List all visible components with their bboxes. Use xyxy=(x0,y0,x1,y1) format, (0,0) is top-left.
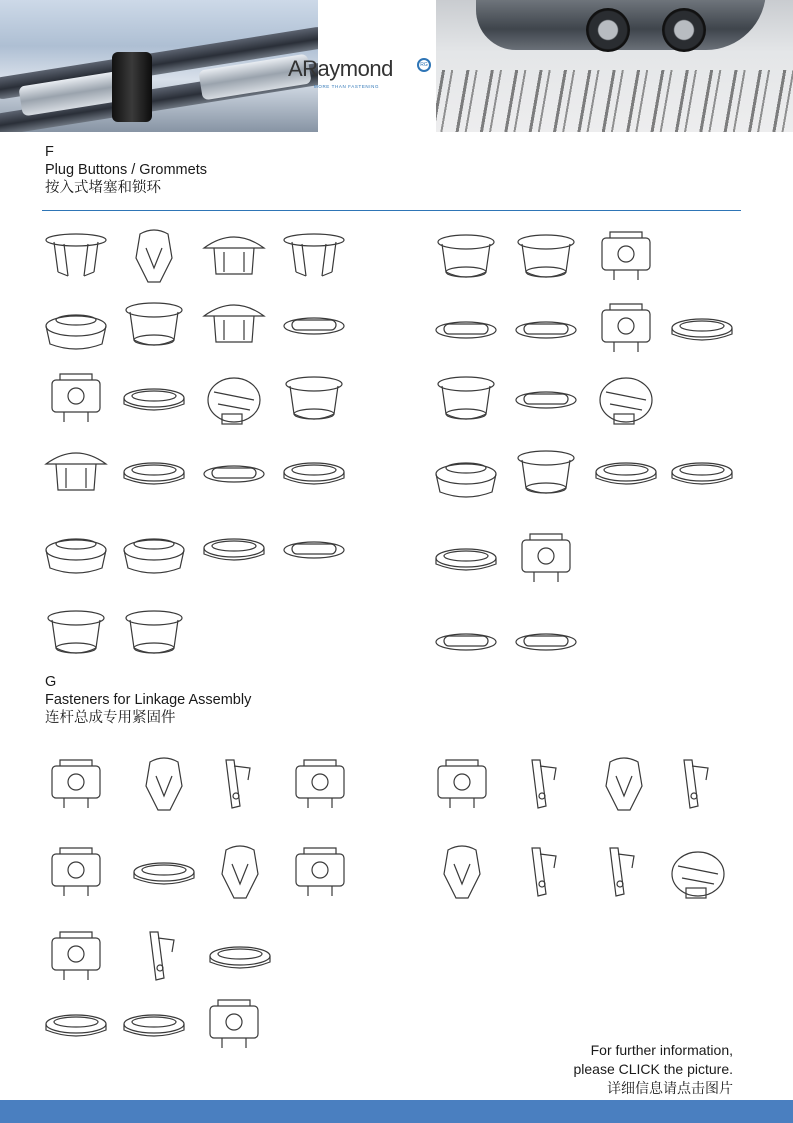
product-outline-icon xyxy=(120,444,188,504)
product-drawing-clip[interactable] xyxy=(286,756,354,816)
section-letter: G xyxy=(45,674,57,690)
product-drawing-ring[interactable] xyxy=(200,520,268,580)
product-drawing-slot[interactable] xyxy=(512,612,580,672)
product-drawing-fork[interactable] xyxy=(130,756,198,816)
product-drawing-cap[interactable] xyxy=(120,296,188,356)
product-outline-icon xyxy=(200,520,268,580)
product-drawing-cap[interactable] xyxy=(512,228,580,288)
product-outline-icon xyxy=(120,296,188,356)
product-drawing-fork[interactable] xyxy=(428,844,496,904)
product-outline-icon xyxy=(206,844,274,904)
product-outline-icon xyxy=(590,844,658,904)
product-drawing-ring[interactable] xyxy=(42,996,110,1056)
product-drawing-cone[interactable] xyxy=(432,444,500,504)
section-g-heading xyxy=(45,673,251,727)
product-drawing-lever[interactable] xyxy=(512,844,580,904)
product-outline-icon xyxy=(120,520,188,580)
product-drawing-knob[interactable] xyxy=(592,370,660,430)
product-outline-icon xyxy=(428,844,496,904)
product-outline-icon xyxy=(590,756,658,816)
product-outline-icon xyxy=(120,996,188,1056)
product-drawing-clip[interactable] xyxy=(42,756,110,816)
product-drawing-lever[interactable] xyxy=(130,928,198,988)
product-drawing-clip[interactable] xyxy=(592,228,660,288)
product-drawing-cap[interactable] xyxy=(120,604,188,664)
product-drawing-ring[interactable] xyxy=(120,444,188,504)
product-drawing-clip[interactable] xyxy=(512,530,580,590)
product-drawing-fork[interactable] xyxy=(590,756,658,816)
product-drawing-ring[interactable] xyxy=(280,444,348,504)
product-outline-icon xyxy=(512,228,580,288)
product-drawing-ring[interactable] xyxy=(668,444,736,504)
product-drawing-lever[interactable] xyxy=(590,844,658,904)
product-outline-icon xyxy=(432,370,500,430)
product-drawing-legs[interactable] xyxy=(280,228,348,288)
product-outline-icon xyxy=(432,444,500,504)
product-drawing-cone[interactable] xyxy=(42,520,110,580)
product-outline-icon xyxy=(432,228,500,288)
product-drawing-ring[interactable] xyxy=(130,844,198,904)
product-outline-icon xyxy=(592,370,660,430)
product-outline-icon xyxy=(512,844,580,904)
section-title-cn: 连杆总成专用紧固件 xyxy=(45,710,176,726)
product-drawing-slot[interactable] xyxy=(432,300,500,360)
product-outline-icon xyxy=(42,296,110,356)
brand-tagline: MORE THAN FASTENING xyxy=(314,84,380,89)
product-outline-icon xyxy=(280,444,348,504)
product-outline-icon xyxy=(432,300,500,360)
product-outline-icon xyxy=(120,370,188,430)
product-drawing-ring[interactable] xyxy=(432,530,500,590)
product-outline-icon xyxy=(42,228,110,288)
product-drawing-ring[interactable] xyxy=(592,444,660,504)
product-outline-icon xyxy=(42,520,110,580)
product-outline-icon xyxy=(130,756,198,816)
product-drawing-knob[interactable] xyxy=(200,370,268,430)
product-drawing-clip[interactable] xyxy=(286,844,354,904)
product-drawing-slot[interactable] xyxy=(512,370,580,430)
section-title: Fasteners for Linkage Assembly xyxy=(45,692,252,708)
product-outline-icon xyxy=(280,370,348,430)
click-note-line2: please CLICK the picture. xyxy=(573,1061,733,1077)
product-outline-icon xyxy=(664,756,732,816)
product-drawing-fork[interactable] xyxy=(120,228,188,288)
header-photo-car-parts xyxy=(436,0,793,132)
click-note xyxy=(573,1041,733,1098)
product-drawing-lever[interactable] xyxy=(206,756,274,816)
product-outline-icon xyxy=(512,530,580,590)
product-drawing-slot[interactable] xyxy=(280,296,348,356)
product-outline-icon xyxy=(42,604,110,664)
product-outline-icon xyxy=(668,444,736,504)
product-outline-icon xyxy=(512,612,580,672)
section-divider xyxy=(42,210,741,211)
product-drawing-slot[interactable] xyxy=(200,444,268,504)
product-outline-icon xyxy=(42,756,110,816)
product-outline-icon xyxy=(120,228,188,288)
section-letter: F xyxy=(45,144,54,160)
product-outline-icon xyxy=(664,844,732,904)
product-drawing-cone[interactable] xyxy=(42,296,110,356)
product-drawing-ring[interactable] xyxy=(206,928,274,988)
section-title-cn: 按入式堵塞和锁环 xyxy=(45,180,161,196)
product-drawing-slot[interactable] xyxy=(280,520,348,580)
section-f-heading xyxy=(45,143,207,197)
brand-badge-icon: RG xyxy=(417,58,431,72)
product-outline-icon xyxy=(592,444,660,504)
product-drawing-legs[interactable] xyxy=(42,228,110,288)
product-outline-icon xyxy=(200,996,268,1056)
product-drawing-dome[interactable] xyxy=(200,228,268,288)
product-drawing-ring[interactable] xyxy=(668,300,736,360)
product-drawing-clip[interactable] xyxy=(200,996,268,1056)
product-drawing-cone[interactable] xyxy=(120,520,188,580)
product-outline-icon xyxy=(120,604,188,664)
product-outline-icon xyxy=(42,370,110,430)
product-outline-icon xyxy=(200,444,268,504)
product-drawing-clip[interactable] xyxy=(428,756,496,816)
product-outline-icon xyxy=(200,370,268,430)
product-drawing-slot[interactable] xyxy=(432,612,500,672)
product-drawing-cap[interactable] xyxy=(512,444,580,504)
product-drawing-dome[interactable] xyxy=(200,296,268,356)
product-outline-icon xyxy=(592,300,660,360)
product-outline-icon xyxy=(130,844,198,904)
click-note-line1: For further information, xyxy=(590,1042,733,1058)
product-drawing-fork[interactable] xyxy=(206,844,274,904)
product-outline-icon xyxy=(428,756,496,816)
product-drawing-ring[interactable] xyxy=(120,370,188,430)
product-drawing-cap[interactable] xyxy=(42,604,110,664)
product-drawing-ring[interactable] xyxy=(120,996,188,1056)
product-outline-icon xyxy=(200,228,268,288)
product-outline-icon xyxy=(432,612,500,672)
product-drawing-clip[interactable] xyxy=(42,844,110,904)
product-outline-icon xyxy=(42,844,110,904)
product-outline-icon xyxy=(42,996,110,1056)
product-outline-icon xyxy=(668,300,736,360)
product-outline-icon xyxy=(42,444,110,504)
product-outline-icon xyxy=(280,520,348,580)
product-drawing-lever[interactable] xyxy=(664,756,732,816)
footer-bar xyxy=(0,1100,793,1123)
section-title: Plug Buttons / Grommets xyxy=(45,162,207,178)
product-drawing-cap[interactable] xyxy=(432,228,500,288)
product-outline-icon xyxy=(512,300,580,360)
header-photo-cable-clip xyxy=(0,0,318,132)
product-drawing-knob[interactable] xyxy=(664,844,732,904)
product-outline-icon xyxy=(280,296,348,356)
product-drawing-slot[interactable] xyxy=(512,300,580,360)
brand-name: ARaymond xyxy=(288,56,393,81)
product-outline-icon xyxy=(512,756,580,816)
product-outline-icon xyxy=(592,228,660,288)
product-outline-icon xyxy=(206,756,274,816)
product-drawing-lever[interactable] xyxy=(512,756,580,816)
product-outline-icon xyxy=(286,844,354,904)
product-drawing-clip[interactable] xyxy=(42,928,110,988)
brand-logo[interactable] xyxy=(288,0,436,132)
product-drawing-dome[interactable] xyxy=(42,444,110,504)
product-outline-icon xyxy=(42,928,110,988)
product-drawing-cap[interactable] xyxy=(280,370,348,430)
product-outline-icon xyxy=(206,928,274,988)
product-outline-icon xyxy=(512,444,580,504)
product-drawing-clip[interactable] xyxy=(42,370,110,430)
product-outline-icon xyxy=(130,928,198,988)
product-drawing-clip[interactable] xyxy=(592,300,660,360)
product-outline-icon xyxy=(432,530,500,590)
click-note-line3: 详细信息请点击图片 xyxy=(607,1080,733,1096)
product-drawing-cap[interactable] xyxy=(432,370,500,430)
product-outline-icon xyxy=(200,296,268,356)
product-outline-icon xyxy=(512,370,580,430)
product-outline-icon xyxy=(286,756,354,816)
product-outline-icon xyxy=(280,228,348,288)
